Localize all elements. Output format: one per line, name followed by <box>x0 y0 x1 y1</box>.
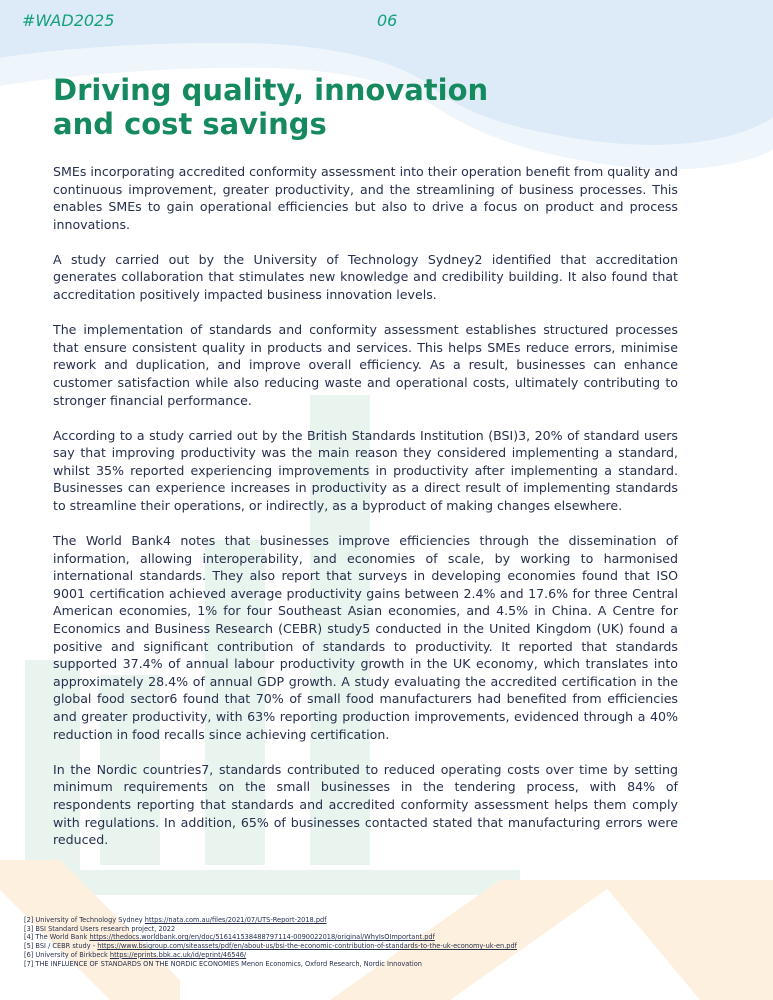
footnotes <box>24 916 764 968</box>
footnote-text: [6] University of Birkbeck <box>24 950 110 959</box>
paragraph: According to a study carried out by the British Standards Institution (BSI)3, 20% of standard users say that improving productivity was the main reason they considered implementing a standard, whilst 35% reported experiencing improvements in productivity after implementing a standard. Businesses can experience increases in productivity as a direct result of implementing standards to streamline their operations, or indirectly, as a byproduct of making changes elsewhere. <box>53 427 678 513</box>
footnote <box>24 933 764 942</box>
footnote-text: [3] BSI Standard Users research project, 2022 <box>24 924 176 933</box>
page-title <box>53 73 573 141</box>
paragraph: SMEs incorporating accredited conformity assessment into their operation benefit from quality and continuous improvement, greater productivity, and the streamlining of business processes. This enables SMEs to gain operational efficiencies but also to drive a focus on product and process innovations. <box>53 164 678 232</box>
footnote-link[interactable]: https://eprints.bbk.ac.uk/id/eprint/46546/ <box>109 950 247 959</box>
paragraph: In the Nordic countries7, standards contributed to reduced operating costs over time by setting minimum requirements on the small businesses in the tendering process, with 84% of respondents reporting that standards and accredited conformity assessment helps them comply with regulations. In addition, 65% of businesses contacted stated that manufacturing errors were reduced. <box>53 761 678 848</box>
paragraph: A study carried out by the University of Technology Sydney2 identified that accreditation generates collaboration that stimulates new knowledge and credibility building. It also found that accreditation positively impacted business innovation levels. <box>53 251 678 303</box>
footnote-link[interactable]: https://thedocs.worldbank.org/en/doc/516141538488797114-0090022018/original/WhyIsOImportant.pdf <box>89 933 435 942</box>
footnote <box>24 960 764 969</box>
campaign-hashtag: #WAD2025 <box>22 11 115 30</box>
footnote-link[interactable]: https://www.bsigroup.com/siteassets/pdf/en/about-us/bsi-the-economic-contribution-of-standards-to-the-uk-economy-uk-en.pdf <box>97 942 517 951</box>
paragraph: The World Bank4 notes that businesses improve efficiencies through the dissemination of information, allowing interoperability, and economies of scale, by working to harmonised international standards. They also report that surveys in developing economies found that ISO 9001 certification achieved average productivity gains between 2.4% and 17.6% for three Central American economies, 1% for four Southeast Asian economies, and 4.5% in China. A Centre for Economics and Business Research (CEBR) study5 conducted in the United Kingdom (UK) found a positive and significant contribution of standards to productivity. It reported that standards supported 37.4% of annual labour productivity growth in the UK economy, which translates into approximately 28.4% of annual GDP growth. A study evaluating the accredited certification in the global food sector6 found that 70% of small food manufacturers had benefited from efficiencies and greater productivity, with 63% reporting production improvements, evidenced through a 40% reduction in food recalls since achieving certification. <box>53 533 678 742</box>
footnote-text: [2] University of Technology Sydney <box>24 916 145 924</box>
footnote <box>24 925 764 934</box>
footnote <box>24 916 764 925</box>
title-line: and cost savings <box>53 107 327 141</box>
footnote-text: [7] THE INFLUENCE OF STANDARDS ON THE NORDIC ECONOMIES Menon Economics, Oxford Research, Nordic Innovation <box>24 959 422 968</box>
page-number: 06 <box>377 11 398 30</box>
title-line: Driving quality, innovation <box>53 73 489 107</box>
footnote <box>24 942 764 951</box>
footnote-link[interactable]: https://nata.com.au/files/2021/07/UTS-Report-2018.pdf <box>144 916 327 924</box>
footnote-text: [5] BSI / CEBR study - <box>24 942 98 951</box>
footnote <box>24 951 764 960</box>
body-text <box>53 163 678 866</box>
paragraph: The implementation of standards and conformity assessment establishes structured processes that ensure consistent quality in products and services. This helps SMEs reduce errors, minimise rework and duplication, and improve overall efficiency. As a result, businesses can enhance customer satisfaction while also reducing waste and operational costs, ultimately contributing to stronger financial performance. <box>53 322 678 408</box>
footnote-text: [4] The World Bank <box>24 933 90 942</box>
